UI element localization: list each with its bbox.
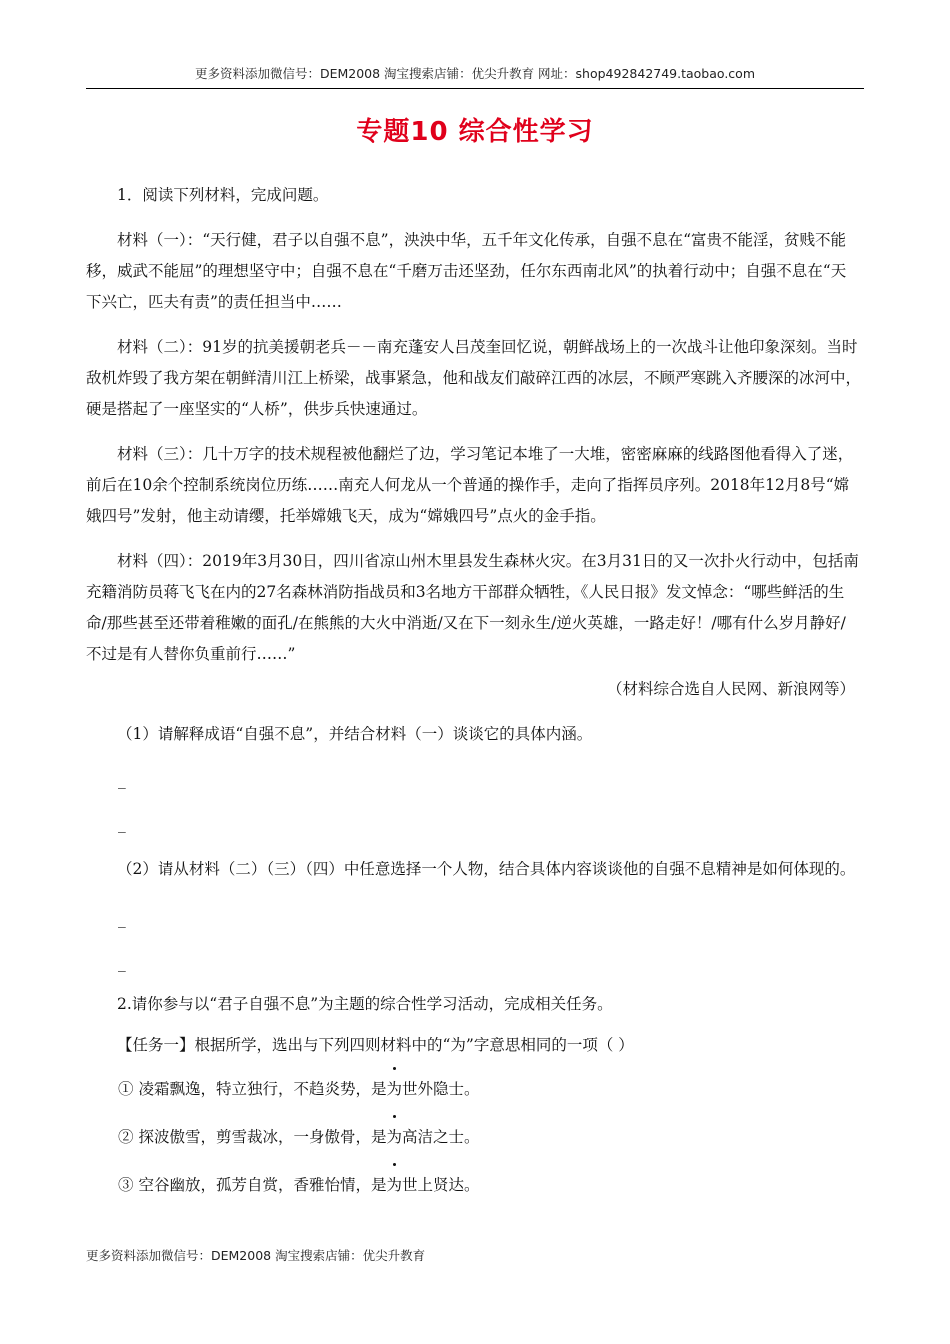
material-4: 材料（四）：2019年3月30日，四川省凉山州木里县发生森林火灾。在3月31日的又一次扑火行动中，包括南充籍消防员蒋飞飞在内的27名森林消防指战员和3名地方干部群众牺牲，《人民日报》发文悼念：“哪些鲜活的生命/那些甚至还带着稚嫩的面孔/在熊熊的大火中消逝/又在下一刻永生/逆火英雄，一路走好！/哪有什么岁月静好/不过是有人替你负重前行……” [86, 552, 859, 663]
document-body [86, 180, 861, 1209]
emphasized-char: 为 [386, 1161, 402, 1209]
option-3 [86, 1161, 861, 1209]
option-number: ② [118, 1128, 134, 1146]
material-1: 材料（一）：“天行健，君子以自强不息”，泱泱中华，五千年文化传承，自强不息在“富贵不能淫，贫贱不能移，威武不能屈”的理想坚守中；自强不息在“千磨万击还坚劲，任尔东西南北风”的执着行动中；自强不息在“天下兴亡，匹夫有责”的责任担当中…… [86, 231, 847, 311]
sub-question-2: （2）请从材料（二）（三）（四）中任意选择一个人物，结合具体内容谈谈他的自强不息精神是如何体现的。 [117, 860, 856, 878]
header-divider [86, 88, 864, 89]
page-header: 更多资料添加微信号：DEM2008 淘宝搜索店铺：优尖升教育 网址：shop492842749.taobao.com [194, 66, 756, 81]
option-text: 探波傲雪，剪雪裁冰，一身傲骨，是 [138, 1128, 387, 1146]
option-number: ① [118, 1080, 134, 1098]
option-text: 世上贤达。 [401, 1176, 480, 1194]
emphasized-char: 为 [386, 1113, 402, 1161]
option-1 [86, 1065, 861, 1113]
answer-blank[interactable]: _ [118, 954, 126, 972]
answer-blank[interactable]: _ [118, 815, 126, 833]
option-number: ③ [118, 1176, 134, 1194]
material-2: 材料（二）：91岁的抗美援朝老兵－－南充蓬安人吕茂奎回忆说，朝鲜战场上的一次战斗让他印象深刻。当时敌机炸毁了我方架在朝鲜清川江上桥梁，战事紧急，他和战友们敲碎江西的冰层，不顾严寒跳入齐腰深的冰河中，硬是搭起了一座坚实的“人桥”，供步兵快速通过。 [86, 338, 862, 418]
option-text: 世外隐士。 [401, 1080, 480, 1098]
answer-blank[interactable]: _ [118, 771, 126, 789]
q1-intro: 1．阅读下列材料，完成问题。 [117, 186, 329, 204]
material-source: （材料综合选自人民网、新浪网等） [606, 680, 855, 698]
q2-intro: 2.请你参与以“君子自强不息”为主题的综合性学习活动，完成相关任务。 [117, 995, 613, 1013]
page-title: 专题10 综合性学习 [356, 117, 594, 147]
option-2 [86, 1113, 861, 1161]
answer-blank[interactable]: _ [118, 910, 126, 928]
emphasized-char: 为 [386, 1065, 402, 1113]
task-1: 【任务一】根据所学，选出与下列四则材料中的“为”字意思相同的一项（ ） [117, 1036, 634, 1054]
option-text: 凌霜飘逸，特立独行，不趋炎势，是 [138, 1080, 387, 1098]
page-footer: 更多资料添加微信号：DEM2008 淘宝搜索店铺：优尖升教育 [86, 1248, 426, 1263]
option-text: 空谷幽放，孤芳自赏，香雅怡情，是 [138, 1176, 387, 1194]
material-3: 材料（三）：几十万字的技术规程被他翻烂了边，学习笔记本堆了一大堆，密密麻麻的线路图他看得入了迷，前后在10余个控制系统岗位历练……南充人何龙从一个普通的操作手，走向了指挥员序列。2018年12月8号“嫦娥四号”发射，他主动请缨，托举嫦娥飞天，成为“嫦娥四号”点火的金手指。 [86, 445, 854, 525]
option-text: 高洁之士。 [401, 1128, 480, 1146]
sub-question-1: （1）请解释成语“自强不息”，并结合材料（一）谈谈它的具体内涵。 [117, 725, 593, 743]
